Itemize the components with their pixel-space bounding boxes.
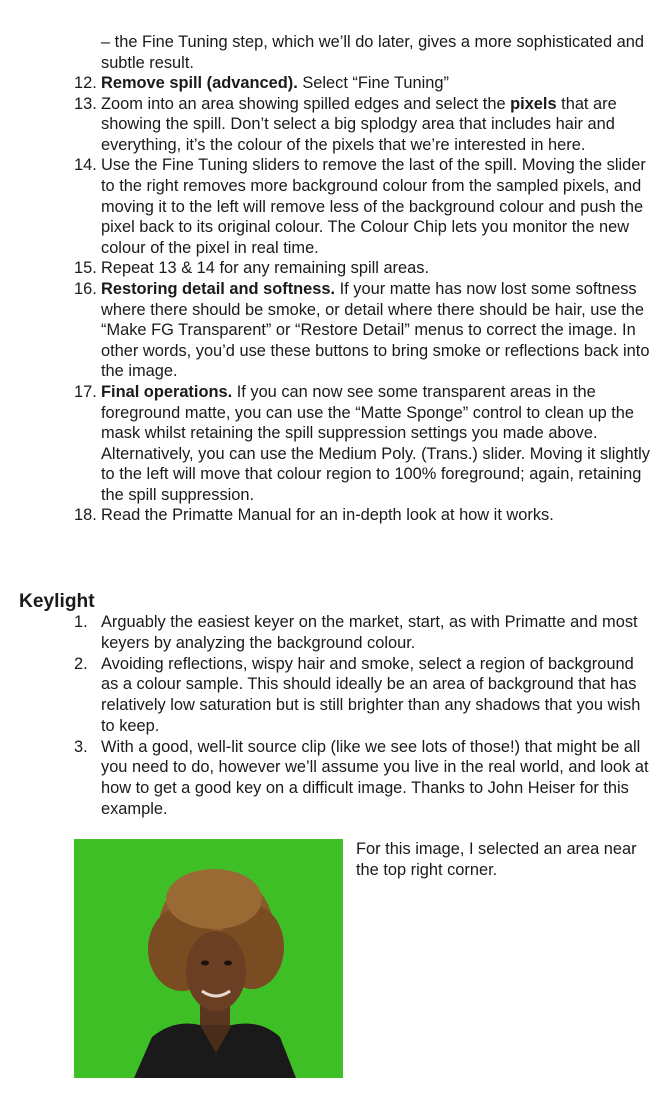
image-caption: For this image, I selected an area near the top right corner. bbox=[356, 840, 637, 879]
step-text: Use the Fine Tuning sliders to remove the last of the spill. Moving the slider to the right removes more background colour from the sampled pixels, and moving it to the left will remove less of the background colour and push the pixel back to its original colour. The Colour Chip lets you monitor the new colour of the pixel in real time. bbox=[101, 156, 646, 257]
step-title: Remove spill (advanced). bbox=[101, 74, 298, 92]
step-number: 15. bbox=[74, 259, 97, 278]
step-number: 13. bbox=[74, 94, 97, 113]
step-text: Final operations. If you can now see some transparent areas in the foreground matte, you can use the “Matte Sponge” control to clean up the mask whilst retaining the spill suppression settings you made above. Alternatively, you can use the Medium Poly. (Trans.) slider. Moving it slightly to the left will move that colour region to 100% foreground; again, retaining the spill suppression. bbox=[101, 382, 650, 504]
step-text: Remove spill (advanced). Select “Fine Tuning” bbox=[101, 74, 449, 92]
step-number: 1. bbox=[74, 613, 88, 631]
portrait-illustration bbox=[74, 839, 343, 1078]
step-text: With a good, well-lit source clip (like we see lots of those!) that might be all you need to do, however we’ll assume you live in the real world, and look at how to get a good key on a difficult image. Thanks to John Heiser for this example. bbox=[101, 737, 649, 818]
keylight-step-list bbox=[74, 612, 650, 820]
step-number: 2. bbox=[74, 654, 88, 673]
step-number: 16. bbox=[74, 279, 97, 298]
section-heading-keylight: Keylight bbox=[19, 591, 95, 612]
list-item bbox=[74, 279, 650, 382]
list-item bbox=[74, 94, 650, 156]
list-item bbox=[74, 505, 650, 526]
step-title: Final operations. bbox=[101, 382, 233, 401]
primatte-step-list bbox=[74, 73, 650, 526]
step-text: Arguably the easiest keyer on the market, start, as with Primatte and most keyers by analyzing the background colour. bbox=[101, 613, 638, 652]
list-item bbox=[74, 654, 650, 736]
greenscreen-photo bbox=[74, 839, 343, 1078]
step-number: 18. bbox=[74, 506, 97, 525]
step-number: 14. bbox=[74, 156, 97, 175]
step-text: Avoiding reflections, wispy hair and smoke, select a region of background as a colour sample. This should ideally be an area of background that has relatively low saturation but is still brighter than any shadows that you wish to keep. bbox=[101, 654, 641, 735]
step-number: 17. bbox=[74, 382, 97, 401]
step-text: Repeat 13 & 14 for any remaining spill areas. bbox=[101, 259, 429, 278]
step-text: Zoom into an area showing spilled edges and select the pixels that are showing the spill. Don’t select a big splodgy area that includes hair and everything, it’s the colour of the pixels that we’re interested in here. bbox=[101, 94, 617, 154]
list-item bbox=[74, 382, 650, 506]
step-title: Restoring detail and softness. bbox=[101, 279, 336, 298]
list-item bbox=[74, 73, 650, 94]
list-item bbox=[74, 258, 650, 279]
step-text: Restoring detail and softness. If your matte has now lost some softness where there should be smoke, or detail where there should be hair, use the “Make FG Transparent” or “Restore Detail” menus to correct the image. In other words, you’d use these buttons to bring smoke or reflections back into the image. bbox=[101, 279, 650, 381]
continuation-text: – the Fine Tuning step, which we’ll do later, gives a more sophisticated and subtle result. bbox=[101, 33, 645, 72]
list-item bbox=[74, 612, 650, 653]
list-item bbox=[74, 737, 650, 819]
list-item bbox=[74, 155, 650, 258]
emphasis-pixels: pixels bbox=[510, 94, 557, 113]
step-number: 3. bbox=[74, 737, 88, 756]
step-number: 12. bbox=[74, 74, 97, 92]
step-text: Read the Primatte Manual for an in-depth look at how it works. bbox=[101, 506, 554, 525]
